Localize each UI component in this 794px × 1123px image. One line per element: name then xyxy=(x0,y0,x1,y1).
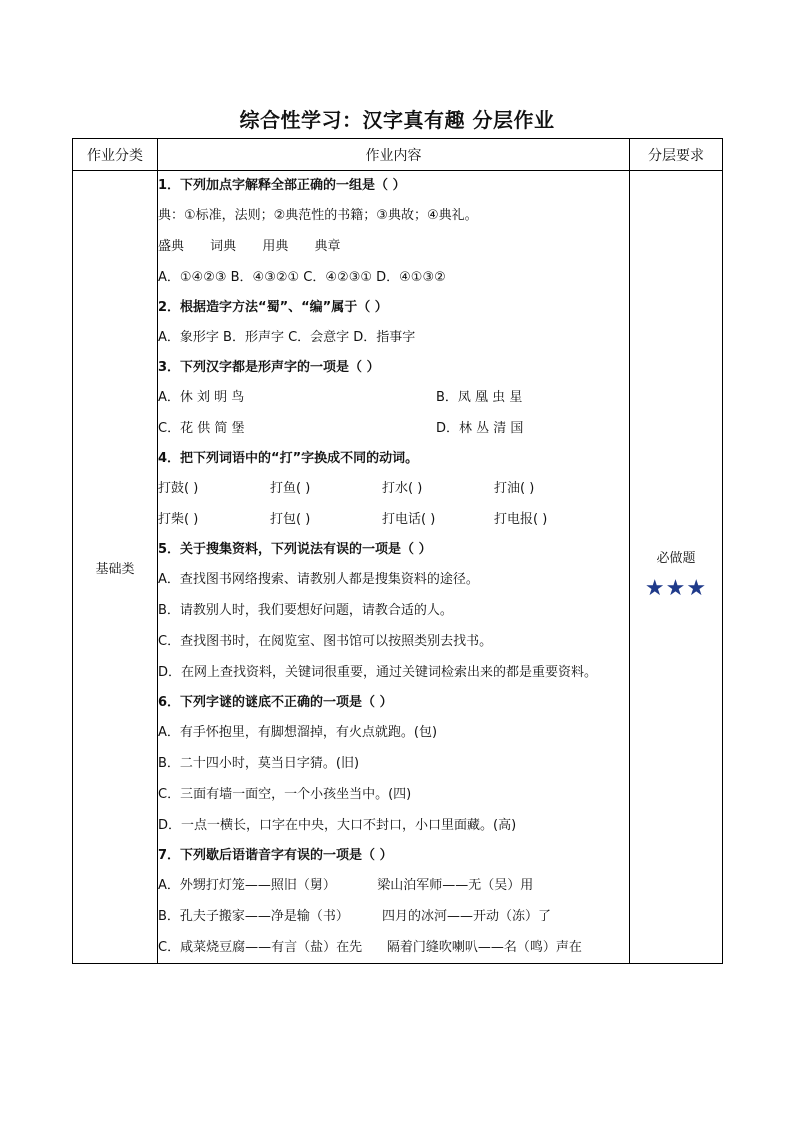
q1-word: 典章 xyxy=(314,239,341,254)
q1-words xyxy=(158,231,629,262)
q4-blank: 打柴( ) xyxy=(158,512,199,527)
q5-option-d: D．在网上查找资料，关键词很重要，通过关键词检索出来的都是重要资料。 xyxy=(158,665,598,680)
table-row xyxy=(73,171,723,964)
q7-option-c: C．咸菜烧豆腐——有言（盐）在先 隔着门缝吹喇叭——名（鸣）声在 xyxy=(158,940,582,955)
q2-options: A．象形字 B．形声字 C．会意字 D．指事字 xyxy=(158,330,416,345)
q4-question: 4．把下列词语中的“打”字换成不同的动词。 xyxy=(158,451,419,466)
header-requirement: 分层要求 xyxy=(630,139,723,171)
q3-option-c: C．花 供 简 堡 xyxy=(158,421,245,436)
q3-question: 3．下列汉字都是形声字的一项是（ ） xyxy=(158,360,380,375)
requirement-label: 必做题 xyxy=(656,551,696,566)
q5-question: 5．关于搜集资料，下列说法有误的一项是（ ） xyxy=(158,542,432,557)
q6-option-c: C．三面有墙一面空，一个小孩坐当中。(四) xyxy=(158,787,412,802)
q4-blank: 打鱼( ) xyxy=(270,481,311,496)
star-rating-icon: ★★★ xyxy=(644,576,708,601)
category-cell: 基础类 xyxy=(73,171,158,964)
q4-blank: 打电话( ) xyxy=(382,512,436,527)
q6-option-a: A．有手怀抱里，有脚想溜掉，有火点就跑。(包) xyxy=(158,725,438,740)
q7-option-b: B．孔夫子搬家——净是输（书） 四月的冰河——开动（冻）了 xyxy=(158,909,551,924)
q7-question: 7．下列歇后语谐音字有误的一项是（ ） xyxy=(158,848,393,863)
q4-blank: 打电报( ) xyxy=(494,512,548,527)
q5-option-a: A．查找图书网络搜索、请教别人都是搜集资料的途径。 xyxy=(158,572,479,587)
page-title: 综合性学习：汉字真有趣 分层作业 xyxy=(239,108,555,132)
homework-table xyxy=(72,138,723,964)
q1-stem: 典：①标准，法则；②典范性的书籍；③典故；④典礼。 xyxy=(158,208,478,223)
q3-options-row2 xyxy=(158,413,629,444)
q3-option-a: A．休 刘 明 鸟 xyxy=(158,390,245,405)
q3-options-row1 xyxy=(158,382,629,413)
q3-option-d: D．林 丛 清 国 xyxy=(436,421,524,436)
q5-option-c: C．查找图书时，在阅览室、图书馆可以按照类别去找书。 xyxy=(158,634,493,649)
q2-question: 2．根据造字方法“蜀”、“编”属于（ ） xyxy=(158,300,388,315)
header-content: 作业内容 xyxy=(158,139,630,171)
q4-blank: 打油( ) xyxy=(494,481,535,496)
q1-word: 用典 xyxy=(262,239,289,254)
q5-option-b: B．请教别人时，我们要想好问题，请教合适的人。 xyxy=(158,603,453,618)
q6-option-b: B．二十四小时，莫当日字猜。(旧) xyxy=(158,756,360,771)
q1-word: 盛典 xyxy=(158,239,185,254)
q4-blank: 打包( ) xyxy=(270,512,311,527)
q4-blank: 打鼓( ) xyxy=(158,481,199,496)
q6-question: 6．下列字谜的谜底不正确的一项是（ ） xyxy=(158,695,393,710)
q1-options: A．①④②③ B．④③②① C．④②③① D．④①③② xyxy=(158,270,446,285)
q4-row2 xyxy=(158,504,629,535)
q1-question: 1．下列加点字解释全部正确的一组是（ ） xyxy=(158,178,406,193)
q1-word: 词典 xyxy=(210,239,237,254)
q3-option-b: B．凤 凰 虫 星 xyxy=(436,390,523,405)
q4-row1 xyxy=(158,473,629,504)
content-cell xyxy=(158,171,630,964)
q4-blank: 打水( ) xyxy=(382,481,423,496)
table-header-row xyxy=(73,139,723,171)
header-category: 作业分类 xyxy=(73,139,158,171)
requirement-cell xyxy=(630,171,723,964)
q7-option-a: A．外甥打灯笼——照旧（舅） 梁山泊军师——无（吴）用 xyxy=(158,878,534,893)
q6-option-d: D．一点一横长，口字在中央，大口不封口，小口里面藏。(高) xyxy=(158,818,517,833)
